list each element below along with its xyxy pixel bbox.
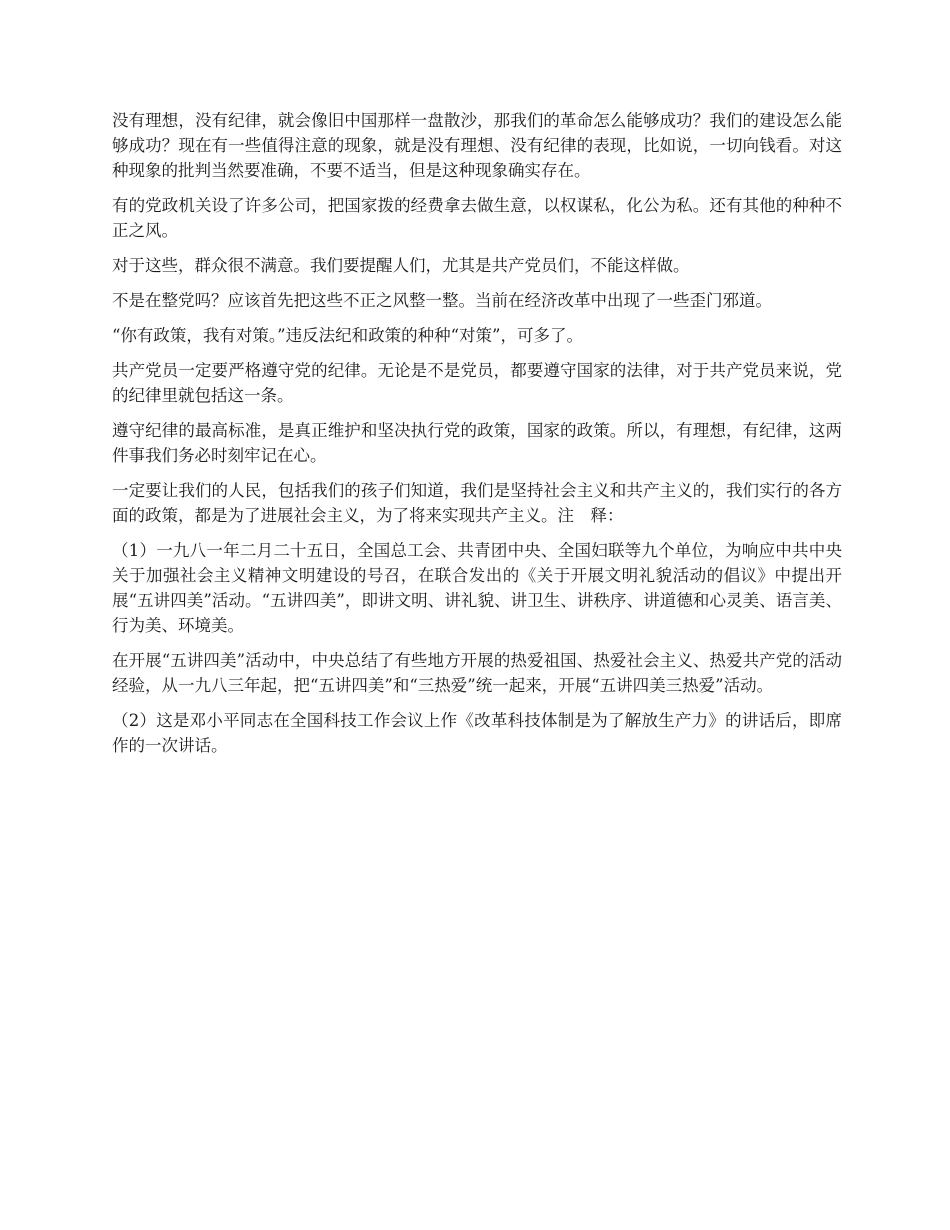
paragraph-2: 有的党政机关设了许多公司，把国家拨的经费拿去做生意，以权谋私，化公为私。还有其他的种种不正之风。	[112, 196, 842, 240]
paragraph-7: 遵守纪律的最高标准，是真正维护和坚决执行党的政策，国家的政策。所以，有理想，有纪律，这两件事我们务必时刻牢记在心。	[112, 421, 842, 465]
paragraph-3: 对于这些，群众很不满意。我们要提醒人们，尤其是共产党员们，不能这样做。	[112, 256, 690, 275]
footnote-1: （1）一九八一年二月二十五日，全国总工会、共青团中央、全国妇联等九个单位，为响应中共中央关于加强社会主义精神文明建设的号召，在联合发出的《关于开展文明礼貌活动的倡议》中提出开展“五讲四美”活动。“五讲四美”，即讲文明、讲礼貌、讲卫生、讲秩序、讲道德和心灵美、语言美、行为美、环境美。	[112, 541, 842, 635]
document-body	[112, 108, 842, 768]
paragraph-1: 没有理想，没有纪律，就会像旧中国那样一盘散沙，那我们的革命怎么能够成功？我们的建设怎么能够成功？现在有一些值得注意的现象，就是没有理想、没有纪律的表现，比如说，一切向钱看。对这种现象的批判当然要准确，不要不适当，但是这种现象确实存在。	[112, 111, 842, 180]
footnote-1-continued: 在开展“五讲四美”活动中，中央总结了有些地方开展的热爱祖国、热爱社会主义、热爱共产党的活动经验，从一九八三年起，把“五讲四美”和“三热爱”统一起来，开展“五讲四美三热爱”活动。	[112, 651, 842, 695]
paragraph-4: 不是在整党吗？应该首先把这些不正之风整一整。当前在经济改革中出现了一些歪门邪道。	[112, 291, 772, 310]
footnote-2: （2）这是邓小平同志在全国科技工作会议上作《改革科技体制是为了解放生产力》的讲话后，即席作的一次讲话。	[112, 711, 842, 755]
paragraph-6: 共产党员一定要严格遵守党的纪律。无论是不是党员，都要遵守国家的法律，对于共产党员来说，党的纪律里就包括这一条。	[112, 361, 842, 405]
paragraph-8: 一定要让我们的人民，包括我们的孩子们知道，我们是坚持社会主义和共产主义的，我们实行的各方面的政策，都是为了进展社会主义，为了将来实现共产主义。注 释：	[112, 481, 842, 525]
paragraph-5: “你有政策，我有对策。”违反法纪和政策的种种“对策”，可多了。	[112, 326, 583, 345]
